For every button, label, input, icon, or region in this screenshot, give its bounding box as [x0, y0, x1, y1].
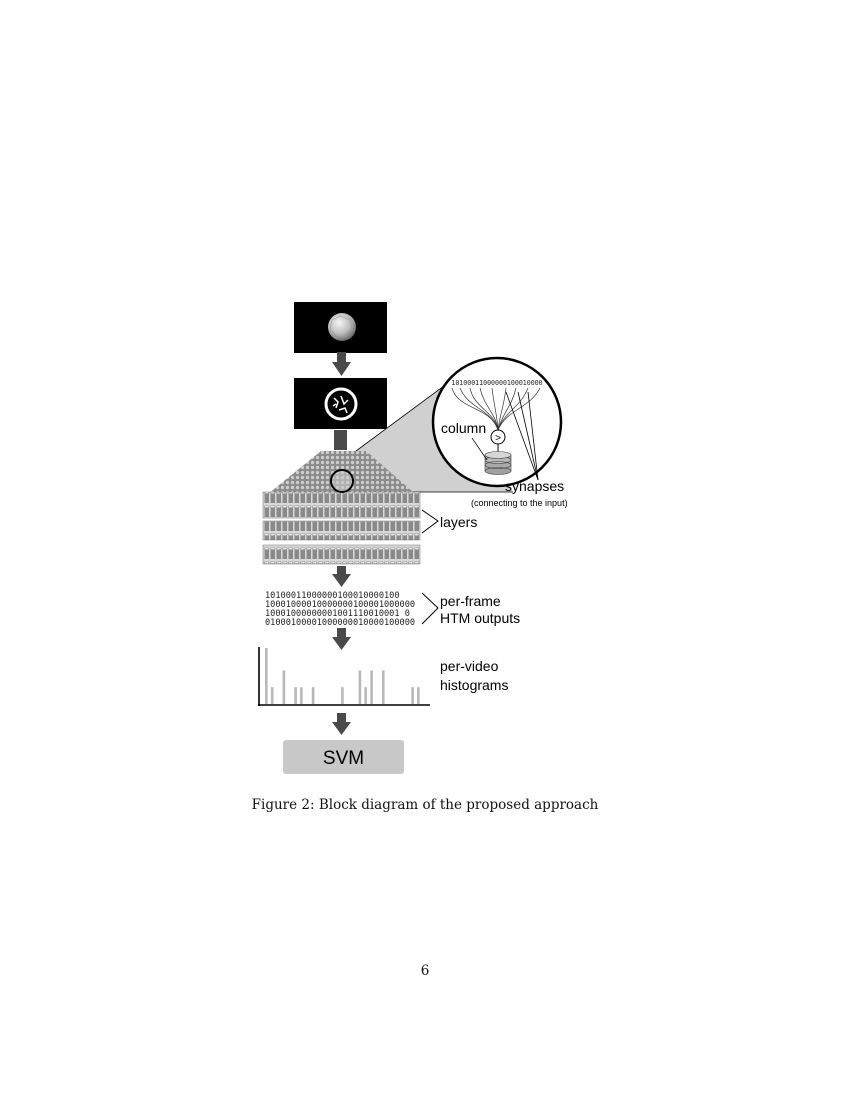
- htm-bit-row: 10001000000001001110010001 0: [265, 609, 410, 619]
- htm-bit-row: 01000100001000000010000100000: [265, 618, 416, 628]
- column-label: column: [441, 420, 487, 436]
- histogram-bar: [283, 670, 286, 704]
- htm-bit-row: 10100011000000100010000100: [265, 591, 400, 601]
- histogram-bar: [411, 687, 414, 704]
- histogram-bar: [364, 687, 367, 704]
- per-frame-label-1: per-frame: [440, 593, 501, 609]
- htm-outputs-bracket: [422, 593, 438, 624]
- histogram-bar: [312, 687, 315, 704]
- svm-label: SVM: [322, 748, 365, 769]
- histogram-bar: [359, 670, 362, 704]
- per-video-label-2: histograms: [440, 677, 509, 693]
- histogram-bar: [265, 648, 268, 704]
- layers-bracket: [422, 510, 438, 533]
- arrow-down-icon: [332, 628, 351, 650]
- per-frame-label-2: HTM outputs: [440, 610, 521, 626]
- histogram-bar: [294, 687, 297, 704]
- layers-label: layers: [440, 514, 478, 530]
- histogram-bar: [300, 687, 303, 704]
- histogram-bar: [370, 670, 373, 704]
- figure-caption: Figure 2: Block diagram of the proposed approach: [251, 797, 599, 813]
- zoom-bit-string: 10100011000000100010000: [451, 379, 543, 387]
- page-number: 6: [420, 963, 430, 979]
- column-cylinder: [485, 452, 511, 475]
- histogram-bar: [341, 687, 344, 704]
- zoom-source-circle: [331, 470, 353, 492]
- comparator-symbol: >: [495, 433, 501, 444]
- htm-bit-outputs: [265, 591, 415, 628]
- histogram: [265, 648, 420, 704]
- synapses-label: synapses: [505, 478, 565, 494]
- per-video-label-1: per-video: [440, 658, 499, 674]
- arrow-down-icon: [332, 352, 351, 376]
- preprocessed-frame: [294, 378, 387, 429]
- arrow-down-icon: [332, 566, 351, 587]
- arrow-down-icon: [332, 713, 351, 735]
- htm-bit-row: 10001000010000000100001000000: [265, 600, 416, 610]
- synapses-sublabel: (connecting to the input): [471, 498, 568, 508]
- histogram-bar: [417, 687, 420, 704]
- histogram-bar: [271, 687, 274, 704]
- histogram-bar: [382, 670, 385, 704]
